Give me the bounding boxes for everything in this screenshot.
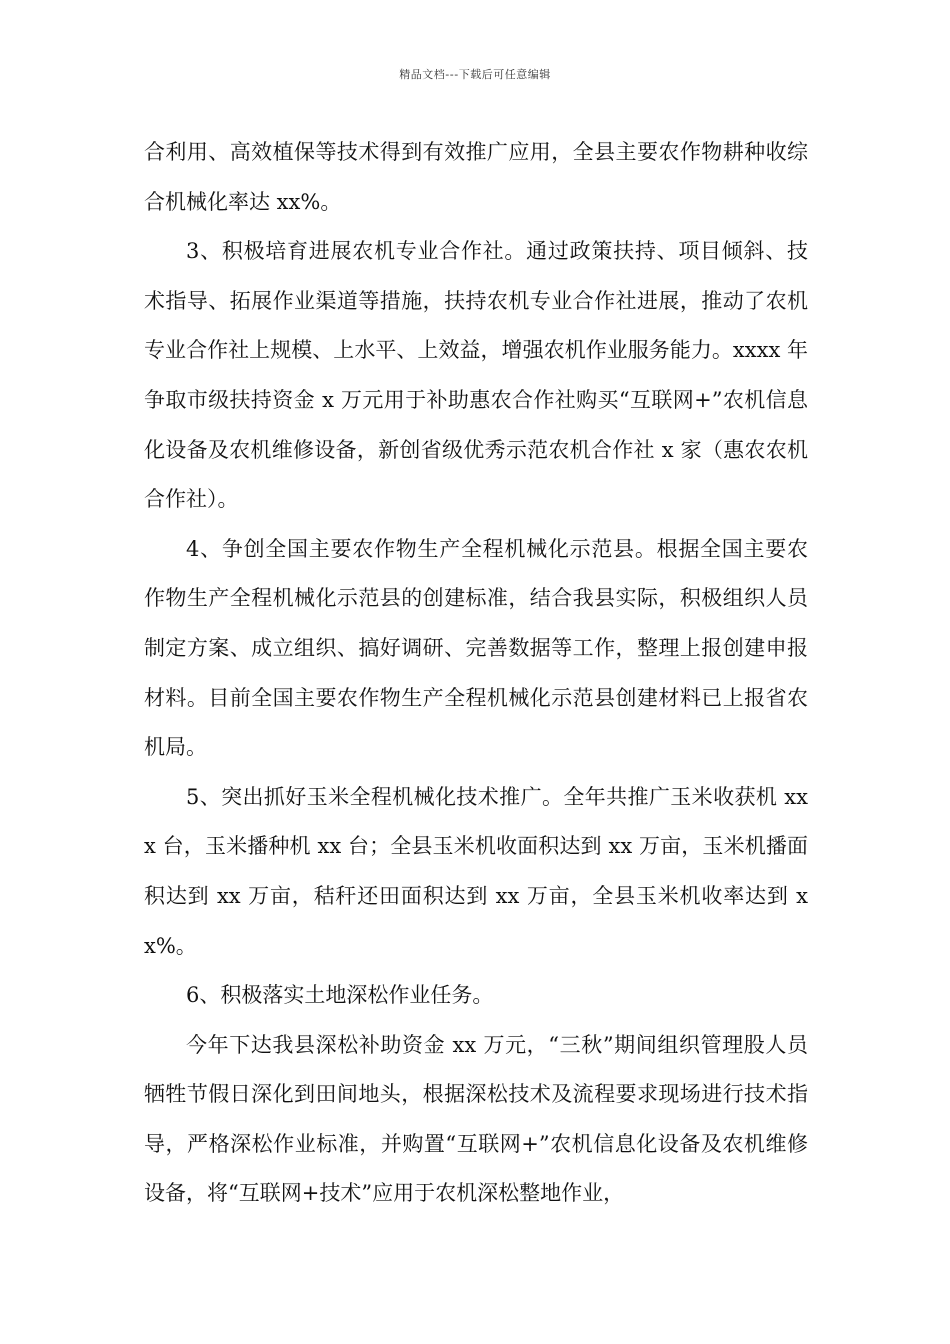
paragraph-continuation: 合利用、高效植保等技术得到有效推广应用，全县主要农作物耕种收综合机械化率达 xx%。 [144, 140, 808, 214]
paragraph-demonstration-county: 4、争创全国主要农作物生产全程机械化示范县。根据全国主要农作物生产全程机械化示范县的创建标准，结合我县实际，积极组织人员制定方案、成立组织、搞好调研、完善数据等工作，整理上报创建申报材料。目前全国主要农作物生产全程机械化示范县创建材料已上报省农机局。 [144, 536, 808, 760]
page-header: 精品文档---下载后可任意编辑 [399, 68, 551, 81]
paragraph-deep-loosening-heading: 6、积极落实土地深松作业任务。 [186, 983, 494, 1008]
paragraph-cooperatives: 3、积极培育进展农机专业合作社。通过政策扶持、项目倾斜、技术指导、拓展作业渠道等措施，扶持农机专业合作社进展，推动了农机专业合作社上规模、上水平、上效益，增强农机作业服务能力。xxxx 年争取市级扶持资金 x 万元用于补助惠农合作社购买“互联网+”农机信息化设备及农机维修设备，新创省级优秀示范农机合作社 x 家（惠农农机合作社）。 [144, 239, 808, 512]
paragraph-deep-loosening-detail: 今年下达我县深松补助资金 xx 万元，“三秋”期间组织管理股人员牺牲节假日深化到田间地头，根据深松技术及流程要求现场进行技术指导，严格深松作业标准，并购置“互联网+”农机信息化设备及农机维修设备，将“互联网+技术”应用于农机深松整地作业， [144, 1032, 808, 1206]
document-body [144, 128, 808, 1219]
paragraph-corn-mechanization: 5、突出抓好玉米全程机械化技术推广。全年共推广玉米收获机 xxx 台，玉米播种机 xx 台；全县玉米机收面积达到 xx 万亩，玉米机播面积达到 xx 万亩，秸秆还田面积达到 xx 万亩，全县玉米机收率达到 xx%。 [144, 784, 808, 958]
